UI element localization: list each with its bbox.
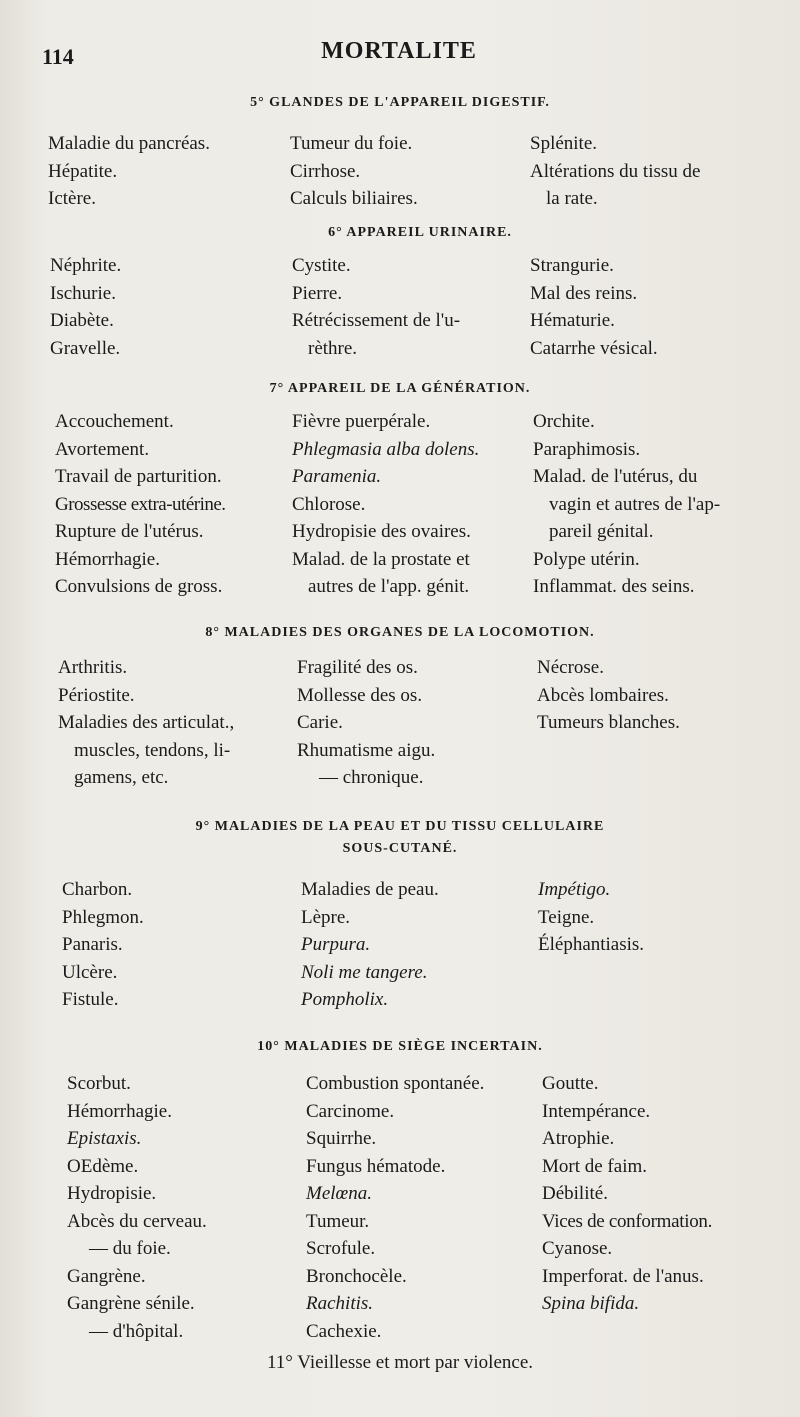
entry: Fistule. xyxy=(62,989,119,1010)
entry: autres de l'app. génit. xyxy=(308,576,470,597)
column-2 xyxy=(292,252,460,362)
entry: Hépatite. xyxy=(48,160,118,182)
column-3 xyxy=(537,654,680,737)
section-title: 7° APPAREIL DE LA GÉNÉRATION. xyxy=(269,381,531,396)
entry: Goutte. xyxy=(542,1073,599,1094)
column-3 xyxy=(542,1070,712,1318)
entry: Phlegmasia alba dolens. xyxy=(292,438,480,460)
entry: Paraphimosis. xyxy=(533,438,641,460)
entry: Strangurie. xyxy=(530,255,614,276)
section-subtitle: SOUS-CUTANÉ. xyxy=(342,841,458,856)
entry: muscles, tendons, li- xyxy=(74,739,231,761)
section-9 xyxy=(0,816,800,1016)
section-title: 8° MALADIES DES ORGANES DE LA LOCOMOTION. xyxy=(205,625,595,640)
entry: Teigne. xyxy=(538,906,595,928)
entry: Imperforat. de l'anus. xyxy=(542,1265,704,1287)
entry: Ictère. xyxy=(48,188,96,209)
entry: rèthre. xyxy=(308,337,358,359)
entry: Paramenia. xyxy=(292,466,382,487)
column-1 xyxy=(55,408,226,601)
column-3 xyxy=(538,876,644,959)
entry: Éléphantiasis. xyxy=(538,934,645,955)
entry: Intempérance. xyxy=(542,1100,651,1122)
entry: Orchite. xyxy=(533,411,595,432)
column-1 xyxy=(58,654,234,792)
entry: Abcès du cerveau. xyxy=(67,1210,207,1232)
entry: Polype utérin. xyxy=(533,548,640,570)
entry: Scorbut. xyxy=(67,1073,131,1094)
entry: Squirrhe. xyxy=(306,1128,377,1149)
entry: Cachexie. xyxy=(306,1320,382,1342)
entry: Ischurie. xyxy=(50,282,116,304)
entry: Malad. de la prostate et xyxy=(292,548,470,570)
entry: Gravelle. xyxy=(50,337,121,359)
entry: Rétrécissement de l'u- xyxy=(292,310,461,331)
entry: Gangrène sénile. xyxy=(67,1293,195,1314)
entry: Maladies de peau. xyxy=(301,879,439,900)
entry: Combustion spontanée. xyxy=(306,1073,485,1094)
entry: Spina bifida. xyxy=(542,1293,640,1314)
entry: Mal des reins. xyxy=(530,282,638,304)
page-number: 114 xyxy=(42,44,74,69)
entry: Carcinome. xyxy=(306,1100,395,1122)
entry: Convulsions de gross. xyxy=(55,576,223,597)
entry: Lèpre. xyxy=(301,906,351,928)
column-1 xyxy=(48,130,210,213)
entry: gamens, etc. xyxy=(74,767,169,788)
entry: Maladie du pancréas. xyxy=(48,133,210,154)
entry: Melœna. xyxy=(306,1183,372,1204)
entry: Impétigo. xyxy=(538,879,611,900)
entry: Rupture de l'utérus. xyxy=(55,521,204,542)
entry: Accouchement. xyxy=(55,411,174,432)
entry: — d'hôpital. xyxy=(89,1320,184,1342)
column-3 xyxy=(533,408,720,601)
entry: Bronchocèle. xyxy=(306,1265,407,1287)
entry: Hydropisie des ovaires. xyxy=(292,521,471,542)
column-2 xyxy=(306,1070,484,1345)
entry: Noli me tangere. xyxy=(301,961,428,983)
entry: Altérations du tissu de xyxy=(530,160,701,182)
entry: Hydropisie. xyxy=(67,1183,157,1204)
entry: Splénite. xyxy=(530,133,598,154)
entry: Hémorrhagie. xyxy=(55,548,160,570)
entry: Abcès lombaires. xyxy=(537,684,669,706)
entry: pareil génital. xyxy=(549,521,654,542)
entry: Arthritis. xyxy=(58,657,128,678)
entry: Epistaxis. xyxy=(67,1128,142,1149)
entry: Maladies des articulat., xyxy=(58,712,235,733)
column-2 xyxy=(297,654,435,792)
section-title: 9° MALADIES DE LA PEAU ET DU TISSU CELLULAIRE xyxy=(195,819,605,834)
entry: — du foie. xyxy=(89,1238,171,1259)
section-title: 6° APPAREIL URINAIRE. xyxy=(328,225,512,240)
column-3 xyxy=(530,130,700,213)
entry: vagin et autres de l'ap- xyxy=(549,493,721,515)
entry: Inflammat. des seins. xyxy=(533,576,695,597)
entry: Nécrose. xyxy=(537,657,604,678)
entry: Catarrhe vésical. xyxy=(530,337,658,359)
column-1 xyxy=(50,252,121,362)
entry: Phlegmon. xyxy=(62,906,144,928)
column-1 xyxy=(62,876,144,1014)
entry: Fièvre puerpérale. xyxy=(292,411,431,432)
entry: Périostite. xyxy=(58,684,135,706)
entry: Purpura. xyxy=(301,934,371,955)
entry: Diabète. xyxy=(50,310,114,331)
section-title: 10° MALADIES DE SIÈGE INCERTAIN. xyxy=(257,1039,543,1054)
entry: Travail de parturition. xyxy=(55,466,222,487)
entry: Hémorrhagie. xyxy=(67,1100,172,1122)
entry: Grossesse extra-utérine. xyxy=(55,493,226,515)
entry: Calculs biliaires. xyxy=(290,188,418,209)
section-10 xyxy=(0,1036,800,1346)
entry: Débilité. xyxy=(542,1183,608,1204)
entry: Rhumatisme aigu. xyxy=(297,739,436,761)
running-title: MORTALITE xyxy=(321,38,477,64)
entry: Ulcère. xyxy=(62,961,118,983)
entry: la rate. xyxy=(546,188,598,209)
entry: Néphrite. xyxy=(50,255,122,276)
entry: Fungus hématode. xyxy=(306,1155,446,1177)
entry: Tumeur du foie. xyxy=(290,133,413,154)
section-title: 5° GLANDES DE L'APPAREIL DIGESTIF. xyxy=(250,95,550,110)
entry: Atrophie. xyxy=(542,1128,615,1149)
entry: Carie. xyxy=(297,712,343,733)
entry: Mollesse des os. xyxy=(297,684,423,706)
column-2 xyxy=(290,130,418,213)
entry: OEdème. xyxy=(67,1155,139,1177)
entry: Cirrhose. xyxy=(290,160,361,182)
section-7 xyxy=(0,378,800,610)
entry: Charbon. xyxy=(62,879,133,900)
entry: Hématurie. xyxy=(530,310,615,331)
entry: Fragilité des os. xyxy=(297,657,418,678)
entry: Cystite. xyxy=(292,255,351,276)
entry: Panaris. xyxy=(62,934,123,955)
entry: Pompholix. xyxy=(301,989,389,1010)
entry: Tumeur. xyxy=(306,1210,370,1232)
entry: Malad. de l'utérus, du xyxy=(533,466,698,487)
section-5 xyxy=(0,92,800,232)
column-1 xyxy=(67,1070,207,1345)
entry: Gangrène. xyxy=(67,1265,146,1287)
page-header xyxy=(28,36,770,76)
column-3 xyxy=(530,252,658,362)
final-section-heading: 11° Vieillesse et mort par violence. xyxy=(266,1352,534,1373)
column-2 xyxy=(301,876,439,1014)
entry: — chronique. xyxy=(319,767,424,788)
entry: Tumeurs blanches. xyxy=(537,712,680,733)
entry: Cyanose. xyxy=(542,1238,613,1259)
entry: Pierre. xyxy=(292,282,343,304)
section-8 xyxy=(0,622,800,802)
entry: Rachitis. xyxy=(306,1293,374,1314)
entry: Vices de conformation. xyxy=(542,1210,713,1232)
entry: Mort de faim. xyxy=(542,1155,648,1177)
column-2 xyxy=(292,408,479,601)
entry: Avortement. xyxy=(55,438,150,460)
entry: Chlorose. xyxy=(292,493,366,515)
section-6 xyxy=(0,222,800,372)
entry: Scrofule. xyxy=(306,1238,376,1259)
